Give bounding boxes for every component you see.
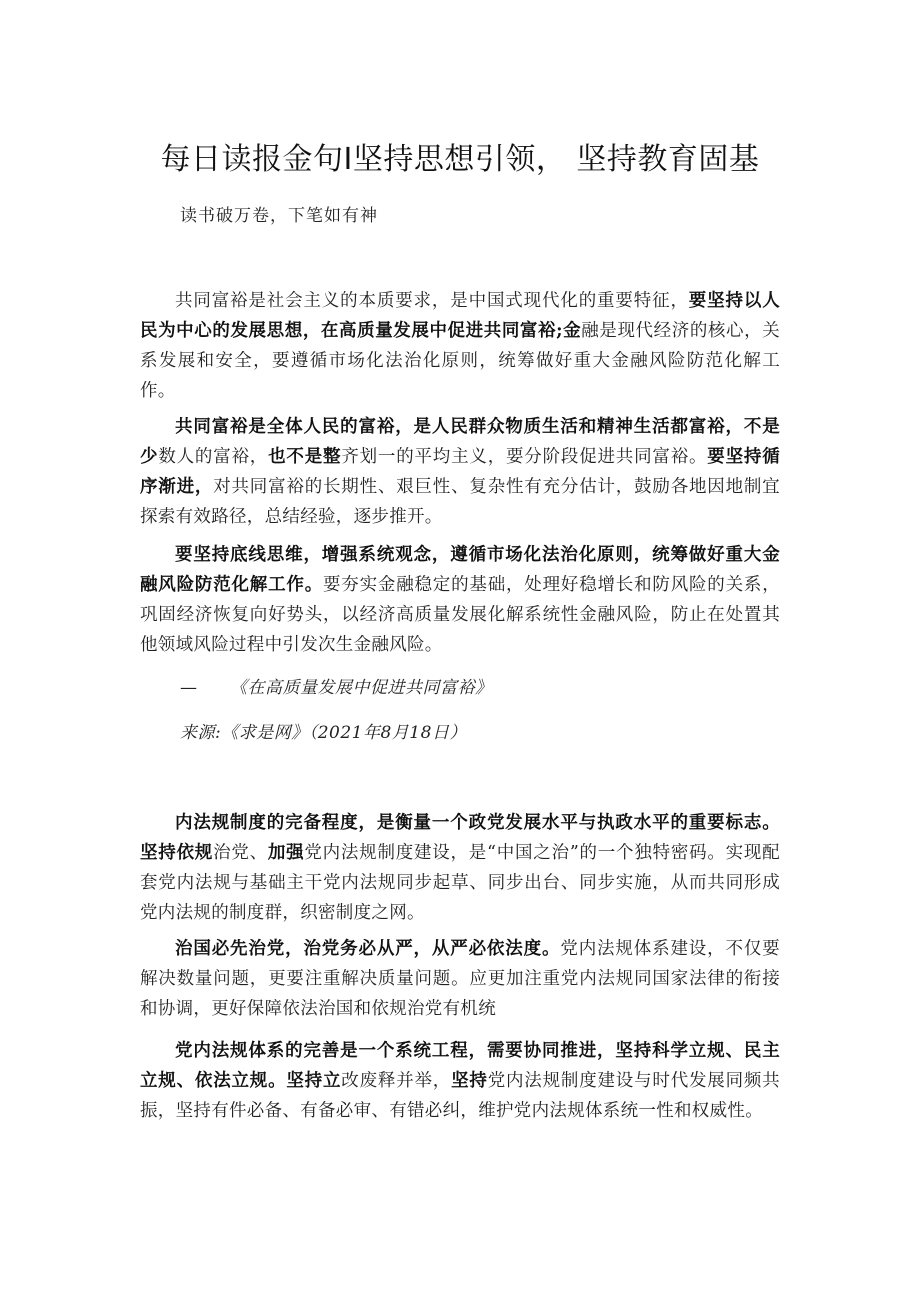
paragraph-1: [140, 286, 780, 406]
bold-run: 治国必先治党，治党务必从严，从严必依法度。: [175, 939, 561, 959]
bold-run: 金: [562, 321, 582, 341]
text-run: 党内法规制度建设，是“中国之治”的一个独特密码。实现配套党内法规与基础主干党内法规同步起草、同步出台、同步实施，从而共同形成党内法规的制度群，织密制度之网。: [140, 843, 780, 923]
citation-work: 《在高质量发展中促进共同富裕》: [230, 678, 493, 698]
bold-run: 要坚持底线思维，增强系统观念，遵循市场化法治化原则，统筹做好重大金融风险防范化解工作。: [140, 545, 780, 595]
bold-run: 共同富裕是全体人民的富裕，是人民群众物质生活和精神生活都富裕，不是少: [140, 417, 780, 467]
paragraph-6: [140, 1036, 780, 1126]
text-run: 党内法规体系建设，不仅要解决数量问题，更要注重解决质量问题。应更加注重党内法规同国家法律的衔接和协调，更好保障依法治国和依规治党有机统: [140, 939, 780, 1019]
bold-run: 党内法规体系的完善是一个系统工程，需要协同推进，坚持科学立规、民主立规、依法立规。坚持立: [140, 1041, 780, 1091]
text-run: 齐划一的平均主义，要分阶段促进共同富裕。: [341, 447, 708, 467]
bold-run: 要坚持循序渐进，: [140, 447, 780, 497]
text-run: 数人的富裕，: [158, 447, 269, 467]
text-run: 融是现代经济的核心，关系发展和安全，要遵循市场化法治化原则，统筹做好重大金融风险防范化解工作。: [140, 321, 780, 401]
paragraph-4: [140, 808, 780, 928]
bold-run: 也不是整: [268, 447, 342, 467]
citation-source: 来源:《求是网》（2021年8月18日）: [180, 723, 467, 743]
paragraph-2: [140, 412, 780, 532]
text-run: 治党、: [213, 843, 268, 863]
bold-run: 坚持: [451, 1071, 488, 1091]
text-run: 共同富裕是社会主义的本质要求，是中国式现代化的重要特征，: [175, 291, 689, 311]
text-run: 党内法规制度建设与时代发展同频共振，坚持有件必备、有备必审、有错必纠，维护党内法规体系统一性和权威性。: [140, 1071, 780, 1121]
paragraph-5: [140, 934, 780, 1024]
text-run: 改废释并举，: [341, 1071, 452, 1091]
text-run: 要夯实金融稳定的基础，处理好稳增长和防风险的关系，巩固经济恢复向好势头，以经济高质量发展化解系统性金融风险，防止在处置其他领域风险过程中引发次生金融风险。: [140, 575, 780, 655]
bold-run: 内法规制度的完备程度，是衡量一个政党发展水平与执政水平的重要标志。坚持依规: [140, 813, 780, 863]
text-run: 对共同富裕的长期性、艰巨性、复杂性有充分估计，鼓励各地因地制宜探索有效路径，总结经验，逐步推开。: [140, 477, 780, 527]
page-subtitle: 读书破万卷，下笔如有神: [180, 206, 378, 226]
citation-dash: —: [180, 678, 198, 698]
paragraph-3: [140, 540, 780, 660]
bold-run: 要坚持以人民为中心的发展思想，在高质量发展中促进共同富裕;: [140, 291, 780, 341]
bold-run: 加强: [267, 843, 305, 863]
page-title: 每日读报金句Ⅰ坚持思想引领， 坚持教育固基: [160, 142, 760, 177]
citation-title: [180, 673, 493, 698]
